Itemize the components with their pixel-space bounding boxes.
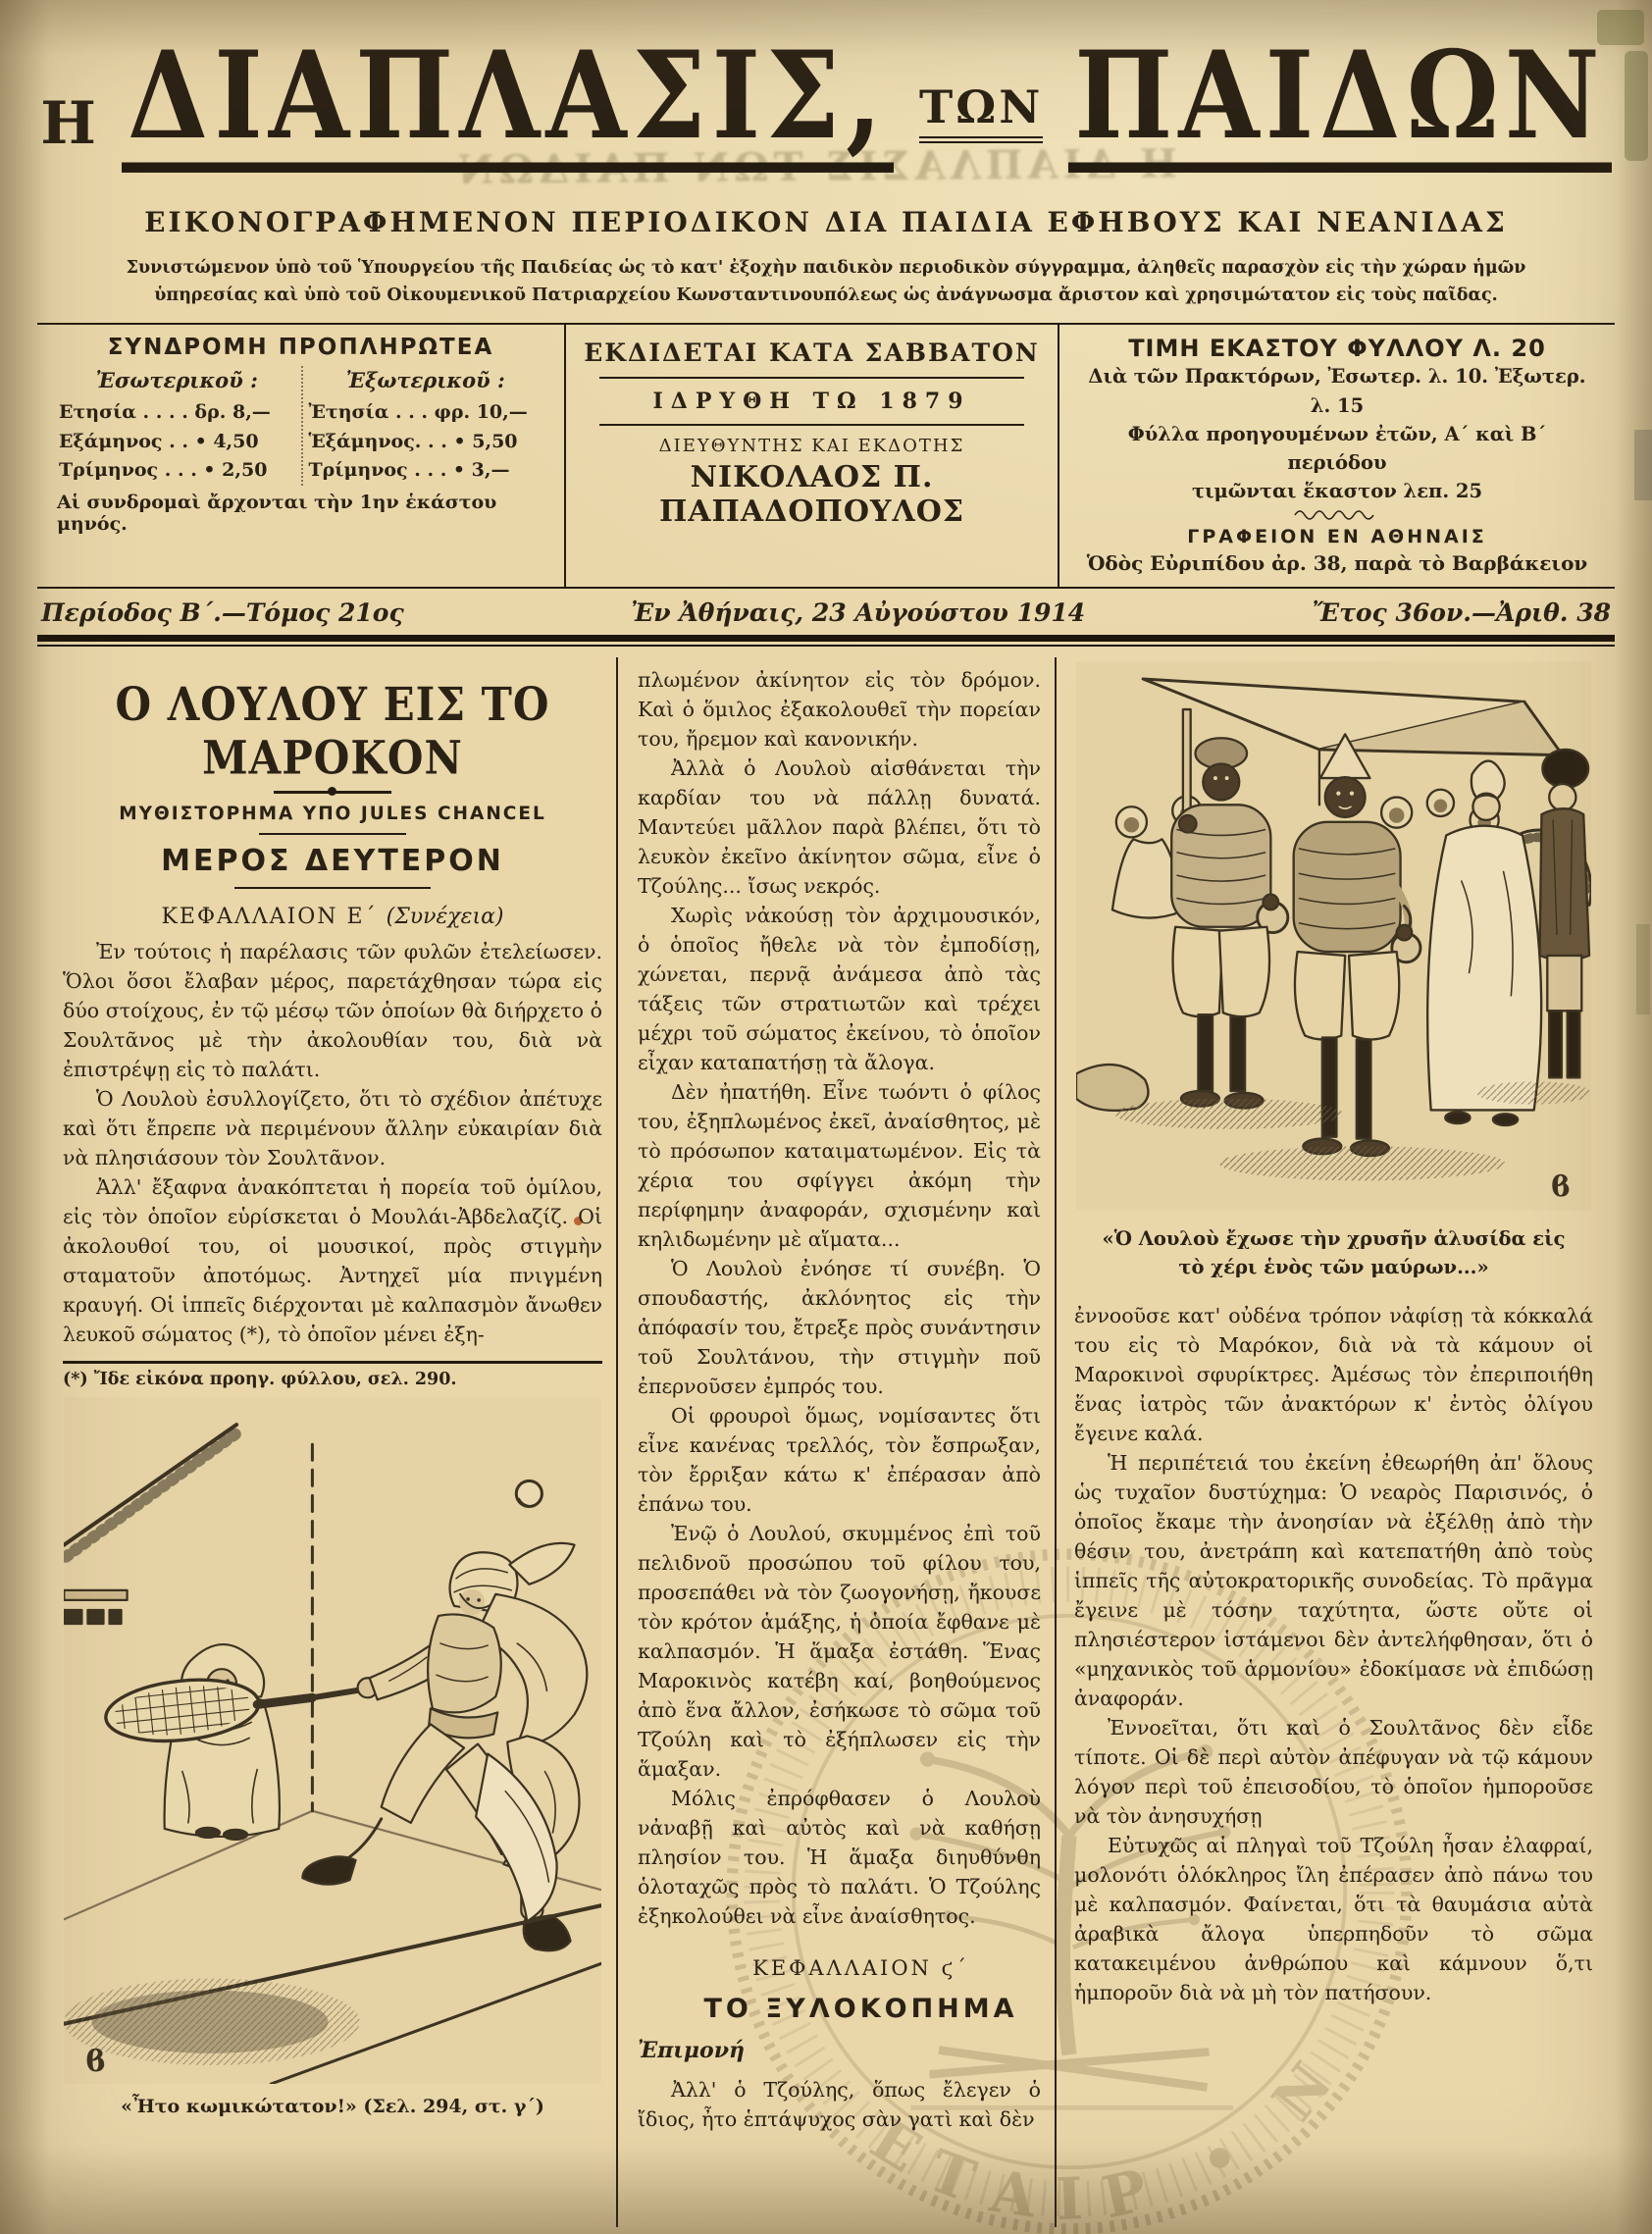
column-right [1057, 657, 1593, 2227]
director-label: ΔΙΕΥΘΥΝΤΗΣ ΚΑΙ ΕΚΔΟΤΗΣ [658, 436, 965, 457]
paragraph: ἐννοοῦσε κατ' οὐδένα τρόπον νἀφίσῃ τὰ κόκκαλά του εἰς τὸ Μαρόκον, διὰ νὰ τὰ κάμουν οἱ Μαροκινοὶ σφυρίκτρες. Ἀμέσως τὸν ἐπεριποιήθη ἕνας ἰατρὸς τῶν ἀνακτόρων κ' ἐντὸς ὀλίγου ἔγεινε καλά. [1074, 1304, 1593, 1446]
chapter-title: ΤΟ ΞΥΛΟΚΟΠΗΜΑ [703, 1993, 1018, 2024]
part-title: ΜΕΡΟΣ ΔΕΥΤΕΡΟΝ [161, 843, 504, 878]
paragraph: Ὁ Λουλοὺ ἐνόησε τί συνέβη. Ὁ σπουδαστής, ἀκλόνητος εἰς τὴν ἀπόφασίν του, ἔτρεξε πρὸς συνάντησιν τοῦ Σουλτάνου, τὴν στιγμὴν ποῦ ἐπερνοῦσεν ἐμπρός του. [638, 1256, 1041, 1398]
publication-panel [564, 325, 1059, 586]
paragraph: Ἀλλ' ὁ Τζούλης, ὅπως ἔλεγεν ὁ ἴδιος, ἦτο ἑπτάψυχος σὰν γατὶ καὶ δὲν [638, 2077, 1041, 2131]
chapter-note: (Συνέχεια) [386, 904, 504, 929]
rate-row: Τρίμηνος . . . • 3,— [308, 459, 510, 482]
price-line: Φύλλα προηγουμένων ἐτῶν, Α΄ καὶ Β΄ περιόδου [1127, 422, 1547, 475]
rate-row: Τρίμηνος . . . • 2,50 [59, 459, 268, 482]
subscription-foreign: Ἐξωτερικοῦ : Ἐτησία . . . φρ. 10,— Ἑξάμηνος. . . • 5,50 Τρίμηνος . . . • 3,— [301, 366, 549, 485]
subscription-domestic: Ἐσωτερικοῦ : Ετησία . . . . δρ. 8,— Εξάμηνος . . • 4,50 Τρίμηνος . . . • 2,50 [53, 366, 301, 485]
paragraph: Ἀλλ' ἔξαφνα ἀνακόπτεται ἡ πορεία τοῦ ὁμίλου, εἰς τὸν ὁποῖον εὑρίσκεται ὁ Μουλάι-Ἀβδελαζίζ. Οἱ ἀκολουθοί του, οἱ μουσικοί, πρὸς στιγμὴν σταματοῦν ἀποτόμως. Ἀντηχεῖ μία πνιγμένη κραυγή. Οἱ ἱππεῖς διέρχονται μὲ καλπασμὸν ἄνωθεν λευκοῦ σώματος (*), τὸ ὁποῖον μένει ἐξη- [63, 1174, 602, 1346]
procession-illustration [1076, 661, 1591, 1211]
endorsement-text: Συνιστώμενον ὑπὸ τοῦ Ὑπουργείου τῆς Παιδείας ὡς τὸ κατ' ἐξοχὴν παιδικὸν περιοδικὸν σύγγραμμα, ἀληθεῖς παρασχὸν εἰς τὴν χώραν ἡμῶν ὑπηρεσίας καὶ ὑπὸ τοῦ Οἰκουμενικοῦ Πατριαρχείου Κωνσταντινουπόλεως ὡς ἀνάγνωσμα ἄριστον καὶ χρησιμώτατον εἰς τοὺς παῖδας. [126, 258, 1526, 306]
price-panel [1059, 325, 1615, 586]
price-line: τιμῶνται ἕκαστον λεπ. 25 [1191, 480, 1483, 503]
paragraph: Ἡ περιπέτειά του ἐκείνη ἐθεωρήθη ἀπ' ὅλους ὡς τυχαῖον δυστύχημα: Ὁ νεαρὸς Παρισινός, ὁ ὁποῖος ἔκαμε τὴν ἀνοησίαν νὰ ἐξέλθῃ ἀπὸ τὴν θέσιν του, ἀνετράπη καὶ κατεπατήθη ἀπὸ τοὺς ἱππεῖς τῆς αὐτοκρατορικῆς συνοδείας. Τὸ πρᾶγμα ἔγεινε μὲ τόσην ταχύτητα, ὥστε οὔτε οἱ πλησιέστερον ἱστάμενοι δὲν ἀντελήφθησαν, ὅτι ὁ «μηχανικὸς τοῦ ἁρμονίου» ἐδοκίμασε νὰ ἐπιδώσῃ ἀναφοράν. [1074, 1451, 1593, 1711]
heavy-divider-rule [37, 635, 1615, 657]
paragraph: Ἐν τούτοις ἡ παρέλασις τῶν φυλῶν ἐτελείωσεν. Ὅλοι ὅσοι ἔλαβαν μέρος, παρετάχθησαν τώρα εἰς δύο στοίχους, ἐν τῷ μέσῳ τῶν ὁποίων θὰ διήρχετο ὁ Σουλτᾶνος μὲ τὴν ἀκολουθίαν του, διὰ νὰ ἐπιστρέψῃ εἰς τὸ παλάτι. [63, 939, 602, 1081]
divider-rule [599, 424, 1024, 426]
rate-row: Ἑξάμηνος. . . • 5,50 [308, 430, 518, 452]
office-title: ΓΡΑΦΕΙΟΝ ΕΝ ΑΘΗΝΑΙΣ [1187, 525, 1487, 547]
rate-row: Εξάμηνος . . • 4,50 [59, 430, 259, 452]
illustration-caption: «Ὁ Λουλοὺ ἔχωσε τὴν χρυσῆν ἁλυσίδα εἰς τὸ χέρι ἑνὸς τῶν μαύρων...» [1102, 1226, 1566, 1278]
paragraph: Ἐνῷ ὁ Λουλού, σκυμμένος ἐπὶ τοῦ πελιδνοῦ προσώπου τοῦ φίλου του, προσεπάθει νὰ τὸν ζωογονήσῃ, ἤκουσε τὸν κρότον ἁμάξης, ἡ ὁποία ἔφθανε μὲ καλπασμόν. Ἡ ἅμαξα ἐστάθη. Ἕνας Μαροκινὸς κατέβη καί, βοηθούμενος ἀπὸ ἕνα ἄλλον, ἐσήκωσε τὸ σῶμα τοῦ Τζούλη καὶ τὸ ἐξήπλωσεν εἰς τὴν ἅμαξαν. [638, 1521, 1041, 1781]
divider-rule [599, 377, 1024, 379]
subscription-title: ΣΥΝΔΡΟΜΗ ΠΡΟΠΛΗΡΩΤΕΑ [107, 335, 494, 361]
price-line: Διὰ τῶν Πρακτόρων, Ἐσωτερ. λ. 10. Ἐξωτερ. λ. 15 [1088, 365, 1586, 417]
tennis-illustration [64, 1397, 601, 2084]
magazine-title [0, 23, 1652, 173]
paragraph: Εὐτυχῶς αἱ πληγαὶ τοῦ Τζούλη ἦσαν ἐλαφραί, μολονότι ὁλόκληρος ἴλη ἐπέρασεν ἀπὸ πάνω του μὲ καλπασμόν. Φαίνεται, ὅτι τὰ θαυμάσια αὐτὰ ἀραβικὰ ἄλογα ὑπερπηδοῦν τὸ σῶμα κατακειμένου ἀνθρώπου καὶ κάμνουν ὅ,τι ἡμποροῦν διὰ νὰ μὴ τὸν πατήσουν. [1074, 1834, 1593, 2005]
column-middle [616, 657, 1057, 2227]
paragraph: Ἀλλὰ ὁ Λουλοὺ αἰσθάνεται τὴν καρδίαν του νὰ πάλλῃ δυνατά. Μαντεύει μᾶλλον παρὰ βλέπει, ὅτι τὸ λευκὸν ἐκεῖνο ἀκίνητον σῶμα, εἶνε ὁ Τζούλης... ἴσως νεκρός. [638, 755, 1041, 898]
title-word-ton: ΤΩΝ [919, 80, 1043, 143]
paragraph: Μόλις ἐπρόφθασεν ὁ Λουλοὺ νἀναβῇ καὶ αὐτὸς καὶ νὰ καθήσῃ πλησίον του. Ἡ ἅμαξα διηυθύνθη ὁλοταχῶς πρὸς τὸ παλάτι. Ὁ Τζούλης ἐξηκολούθει νὰ εἶνε ἀναίσθητος. [638, 1786, 1041, 1928]
title-ornament [274, 791, 391, 794]
artist-monogram: ϐ [1551, 1169, 1571, 1203]
squiggle-ornament [1293, 508, 1381, 520]
bleed-through-title: Η ΔΙΑΠΛΑΣΙΣ ΤΩΝ ΠΑΙΔΩΝ [452, 140, 1178, 193]
director-name: ΝΙΚΟΛΑΟΣ Π. ΠΑΠΑΔΟΠΟΥΛΟΣ [658, 460, 965, 530]
divider-rule [259, 833, 406, 835]
article-title: Ο ΛΟΥΛΟΥ ΕΙΣ ΤΟ ΜΑΡΟΚΟΝ [115, 676, 550, 785]
paragraph: Δὲν ἠπατήθη. Εἶνε τωόντι ὁ φίλος του, ἐξηπλωμένος ἐκεῖ, ἀναίσθητος, μὲ τὸ πρόσωπον καταιματωμένον. Εἰς τὰ χέρια του σφίγγει ἀκόμη τὴν περίφημην ἀναφοράν, σχισμένην καὶ κηλιδωμένην μὲ αἵματα... [638, 1079, 1041, 1251]
issue-date: Ἐν Ἀθήναις, 23 Αὐγούστου 1914 [631, 597, 1086, 627]
subscription-note: Αἱ συνδρομαὶ ἄρχονται τὴν 1ην ἑκάστου μηνός. [57, 491, 497, 535]
article-body [59, 657, 1593, 2227]
column-left [59, 657, 616, 2227]
stamp-text: ΕΤΑΙΡ • ΝΥΣ [859, 1838, 1361, 2234]
article-byline: ΜΥΘΙΣΤΟΡΗΜΑ ΥΠΟ JULES CHANCEL [119, 803, 546, 824]
paragraph: πλωμένον ἀκίνητον εἰς τὸν δρόμον. Καὶ ὁ ὅμιλος ἐξακολουθεῖ τὴν πορείαν του, ἤρεμον καὶ κανονικήν. [638, 667, 1041, 751]
rate-row: Ετησία . . . . δρ. 8,— [59, 401, 271, 424]
artist-monogram: ϐ [85, 2044, 106, 2079]
masthead [0, 0, 1652, 309]
period-volume: Περίοδος Β΄.—Τόμος 21ος [41, 597, 404, 627]
paragraph: Ὁ Λουλοὺ ἐσυλλογίζετο, ὅτι τὸ σχέδιον ἀπέτυχε καὶ ὅτι ἔπρεπε νὰ περιμένουν ἄλλην εὐκαιρίαν διὰ νὰ πλησιάσουν τὸν Σουλτᾶνον. [63, 1086, 602, 1169]
section-subtitle: Ἐπιμονή [638, 2037, 745, 2063]
magazine-subtitle: ΕΙΚΟΝΟΓΡΑΦΗΜΕΝΟΝ ΠΕΡΙΟΔΙΚΟΝ ΔΙΑ ΠΑΙΔΙΑ ΕΦΗΒΟΥΣ ΚΑΙ ΝΕΑΝΙΔΑΣ [144, 206, 1508, 239]
founded-year: ΙΔΡΥΘΗ ΤΩ 1879 [652, 389, 971, 415]
price-title: ΤΙΜΗ ΕΚΑΣΤΟΥ ΦΥΛΛΟΥ Λ. 20 [1128, 335, 1546, 363]
rate-row: Ἐτησία . . . φρ. 10,— [308, 401, 528, 424]
paragraph: Ἐννοεῖται, ὅτι καὶ ὁ Σουλτᾶνος δὲν εἶδε τίποτε. Οἱ δὲ περὶ αὐτὸν ἀπέφυγαν νὰ τῷ κάμουν λόγον περὶ τοῦ ἐπεισοδίου, τὸ ὁποῖον ἡμποροῦσε νὰ τὸν ἀνησυχήσῃ [1074, 1716, 1593, 1829]
title-word-diaplasis: ΔΙΑΠΛΑΣΙΣ, [122, 31, 894, 173]
issued-weekly: ΕΚΔΙΔΕΤΑΙ ΚΑΤΑ ΣΑΒΒΑΤΟΝ [584, 338, 1040, 368]
illustration-caption: «Ἦτο κωμικώτατον!» (Σελ. 294, στ. γ΄) [121, 2095, 544, 2117]
office-address: Ὁδὸς Εὐριπίδου ἀρ. 38, παρὰ τὸ Βαρβάκειον [1086, 550, 1588, 575]
footnote: (*) Ἴδε εἰκόνα προηγ. φύλλου, σελ. 290. [63, 1361, 602, 1389]
year-number: Ἔτος 36ον.—Ἀριθ. 38 [1312, 597, 1611, 627]
dateline [37, 589, 1615, 635]
divider-rule [234, 887, 431, 889]
edge-stain [1636, 924, 1650, 1014]
title-article: Η [40, 89, 96, 159]
title-word-paidon: ΠΑΙΔΩΝ [1068, 31, 1611, 173]
info-bar [37, 323, 1615, 588]
paragraph: Οἱ φρουροὶ ὅμως, νομίσαντες ὅτι εἶνε κανένας τρελλός, τὸν ἔσπρωξαν, τὸν ἔρριξαν κάτω κ' ἐπέρασαν ἀπὸ ἐπάνω του. [638, 1403, 1041, 1516]
chapter-heading: ΚΕΦΑΛΛΑΙΟΝ ϛ΄ [752, 1955, 969, 1980]
paragraph: Χωρὶς νἀκούσῃ τὸν ἀρχιμουσικόν, ὁ ὁποῖος ἤθελε νὰ τὸν ἐμποδίσῃ, χώνεται, περνᾷ ἀνάμεσα ἀπὸ τὰς τάξεις τῶν στρατιωτῶν καὶ τρέχει μέχρι τοῦ σώματος ἐκείνου, τὸ ὁποῖον εἶχαν καταπατήσῃ τὰ ἄλογα. [638, 903, 1041, 1074]
subscription-panel [37, 325, 564, 586]
chapter-heading: ΚΕΦΑΛΛΑΙΟΝ Ε΄ (Συνέχεια) [161, 904, 504, 929]
edge-stain [1634, 430, 1652, 500]
